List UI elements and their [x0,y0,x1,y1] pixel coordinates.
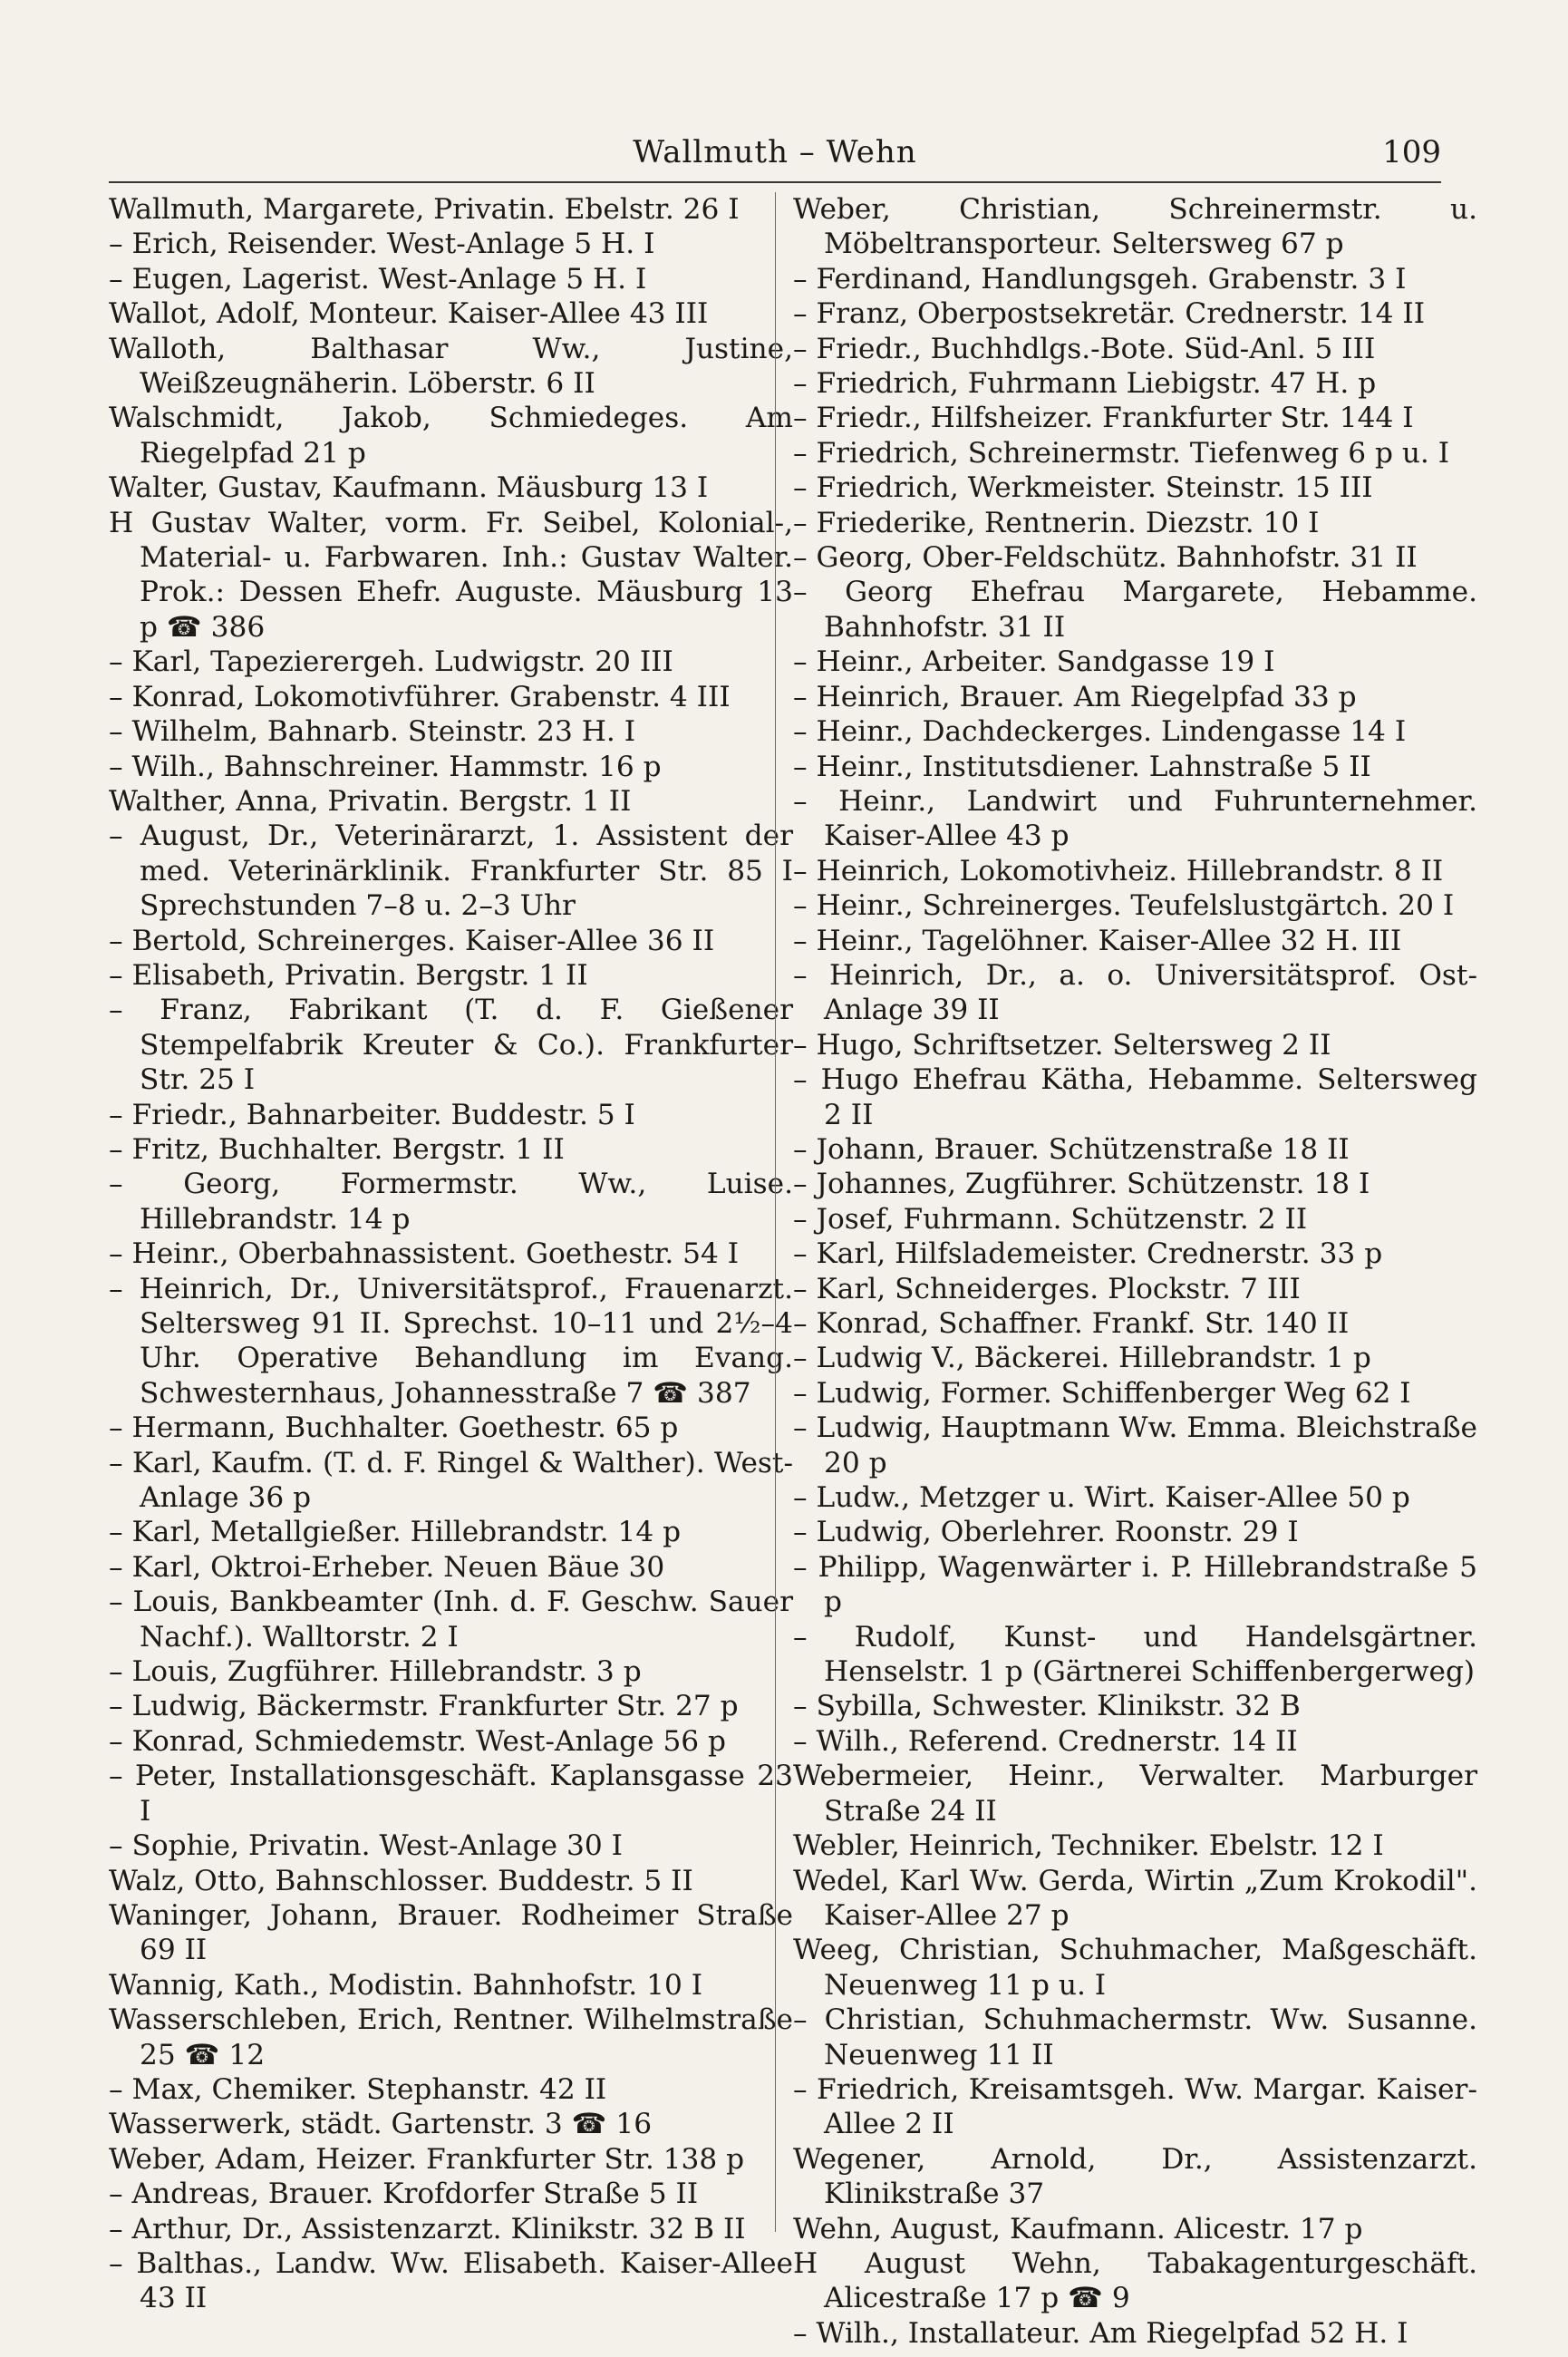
directory-entry: Weber, Adam, Heizer. Frankfurter Str. 138 p [109,2142,745,2176]
running-head: Wallmuth – Wehn [633,134,917,170]
directory-entry: – Rudolf, Kunst- und Handelsgärtner. Henselstr. 1 p (Gärtnerei Schiffenbergerweg) [793,1620,1477,1689]
directory-entry: – Konrad, Schmiedemstr. West-Anlage 56 p [109,1724,727,1758]
directory-entry: – Bertold, Schreinerges. Kaiser-Allee 36 II [109,924,715,957]
directory-entry: – Balthas., Landw. Ww. Elisabeth. Kaiser-Allee 43 II [109,2246,793,2315]
directory-entry: Webermeier, Heinr., Verwalter. Marburger Straße 24 II [793,1760,1477,1828]
directory-entry: – Heinrich, Lokomotivheiz. Hillebrandstr. 8 II [793,854,1444,888]
directory-entry: Weeg, Christian, Schuhmacher, Maßgeschäft. Neuenweg 11 p u. I [793,1934,1477,2002]
directory-entry: – Heinr., Tagelöhner. Kaiser-Allee 32 H. III [793,924,1402,957]
directory-entry: – Sybilla, Schwester. Klinikstr. 32 B [793,1690,1301,1723]
directory-entry: – Elisabeth, Privatin. Bergstr. 1 II [109,958,588,992]
directory-entry: – Heinr., Arbeiter. Sandgasse 19 I [793,645,1275,679]
directory-entry: – Wilh., Referend. Crednerstr. 14 II [793,1724,1298,1758]
directory-entry: Wallmuth, Margarete, Privatin. Ebelstr. 26 I [109,193,740,226]
directory-entry: H Gustav Walter, vorm. Fr. Seibel, Kolonial-, Material- u. Farbwaren. Inh.: Gustav Walter. Prok.: Dessen Ehefr. Auguste. Mäusburg 13 p ☎ 386 [109,506,793,644]
directory-entry: – Ferdinand, Handlungsgeh. Grabenstr. 3 I [793,262,1407,296]
directory-entry: – Heinr., Dachdeckerges. Lindengasse 14 I [793,715,1407,749]
directory-entry: Walz, Otto, Bahnschlosser. Buddestr. 5 II [109,1864,693,1897]
directory-entry: Waninger, Johann, Brauer. Rodheimer Straße 69 II [109,1898,793,1967]
directory-entry: – Ludwig, Oberlehrer. Roonstr. 29 I [793,1516,1299,1549]
directory-entry: – Christian, Schuhmachermstr. Ww. Susanne. Neuenweg 11 II [793,2003,1477,2071]
directory-entry: Wegener, Arnold, Dr., Assistenzarzt. Klinikstraße 37 [793,2142,1477,2211]
directory-entry: – Heinrich, Brauer. Am Riegelpfad 33 p [793,680,1357,713]
directory-entry: Wasserschleben, Erich, Rentner. Wilhelmstraße 25 ☎ 12 [109,2003,793,2071]
left-column [109,192,793,2315]
directory-entry: – Friedr., Buchhdlgs.-Bote. Süd-Anl. 5 III [793,332,1376,365]
header-rule [109,181,1441,183]
directory-entry: Walter, Gustav, Kaufmann. Mäusburg 13 I [109,471,709,505]
directory-entry: – Louis, Zugführer. Hillebrandstr. 3 p [109,1655,642,1689]
directory-entry: – August, Dr., Veterinärarzt, 1. Assistent der med. Veterinärklinik. Frankfurter Str. 85 I Sprechstunden 7–8 u. 2–3 Uhr [109,820,793,923]
directory-entry: – Georg, Formermstr. Ww., Luise. Hillebrandstr. 14 p [109,1168,793,1236]
directory-entry: – Josef, Fuhrmann. Schützenstr. 2 II [793,1202,1308,1236]
directory-entry: – Peter, Installationsgeschäft. Kaplansgasse 23 I [109,1760,793,1828]
directory-entry: Wasserwerk, städt. Gartenstr. 3 ☎ 16 [109,2108,653,2141]
directory-entry: – Heinr., Schreinerges. Teufelslustgärtch. 20 I [793,889,1455,923]
directory-entry: – Karl, Kaufm. (T. d. F. Ringel & Walther). West-Anlage 36 p [109,1446,793,1515]
directory-entry: – Franz, Oberpostsekretär. Crednerstr. 14 II [793,297,1426,331]
directory-entry: Wannig, Kath., Modistin. Bahnhofstr. 10 I [109,1968,703,2002]
page-number: 109 [1382,134,1441,170]
directory-entry: – Karl, Schneiderges. Plockstr. 7 III [793,1272,1301,1305]
directory-entry: – Friedrich, Schreinermstr. Tiefenweg 6 p u. I [793,436,1450,470]
directory-entry: – Ludw., Metzger u. Wirt. Kaiser-Allee 50 p [793,1481,1410,1515]
directory-entry: – Friedr., Bahnarbeiter. Buddestr. 5 I [109,1098,635,1131]
directory-entry: – Karl, Oktroi-Erheber. Neuen Bäue 30 [109,1550,665,1584]
directory-entry: – Friedrich, Kreisamtsgeh. Ww. Margar. Kaiser-Allee 2 II [793,2072,1477,2141]
directory-entry: – Erich, Reisender. West-Anlage 5 H. I [109,228,655,261]
directory-entry: – Wilhelm, Bahnarb. Steinstr. 23 H. I [109,715,636,749]
directory-entry: Webler, Heinrich, Techniker. Ebelstr. 12 I [793,1829,1384,1863]
directory-entry: – Wilh., Installateur. Am Riegelpfad 52 H. I [793,2316,1408,2350]
directory-entry: – Wilh., Bahnschreiner. Hammstr. 16 p [109,750,662,783]
directory-entry: – Konrad, Schaffner. Frankf. Str. 140 II [793,1307,1350,1340]
directory-entry: – Eugen, Lagerist. West-Anlage 5 H. I [109,262,647,296]
directory-entry: – Ludwig, Bäckermstr. Frankfurter Str. 27 p [109,1690,739,1723]
directory-entry: – Heinr., Oberbahnassistent. Goethestr. 54 I [109,1237,740,1271]
directory-entry: – Ludwig, Hauptmann Ww. Emma. Bleichstraße 20 p [793,1411,1477,1479]
directory-entry: – Philipp, Wagenwärter i. P. Hillebrandstraße 5 p [793,1550,1477,1619]
directory-entry: Weber, Christian, Schreinermstr. u. Möbeltransporteur. Seltersweg 67 p [793,193,1477,261]
directory-entry: – Fritz, Buchhalter. Bergstr. 1 II [109,1132,565,1166]
directory-entry: – Louis, Bankbeamter (Inh. d. F. Geschw. Sauer Nachf.). Walltorstr. 2 I [109,1586,793,1654]
directory-entry: – Friedrich, Fuhrmann Liebigstr. 47 H. p [793,367,1377,401]
directory-entry: Wallot, Adolf, Monteur. Kaiser-Allee 43 III [109,297,709,331]
directory-entry: – Heinr., Institutsdiener. Lahnstraße 5 II [793,750,1371,783]
directory-entry: – Ludwig V., Bäckerei. Hillebrandstr. 1 p [793,1342,1371,1375]
directory-entry: – Friedrich, Werkmeister. Steinstr. 15 III [793,471,1373,505]
directory-entry: – Franz, Fabrikant (T. d. F. Gießener Stempelfabrik Kreuter & Co.). Frankfurter Str. 25 I [109,994,793,1097]
directory-entry: – Andreas, Brauer. Krofdorfer Straße 5 II [109,2178,699,2211]
directory-entry: H August Wehn, Tabakagenturgeschäft. Alicestraße 17 p ☎ 9 [793,2246,1477,2315]
directory-entry: – Karl, Metallgießer. Hillebrandstr. 14 p [109,1516,682,1549]
directory-entry: – Georg Ehefrau Margarete, Hebamme. Bahnhofstr. 31 II [793,576,1477,644]
directory-entry: – Ludwig, Former. Schiffenberger Weg 62 I [793,1376,1411,1410]
directory-entry: – Hermann, Buchhalter. Goethestr. 65 p [109,1411,679,1445]
directory-entry: – Karl, Tapezierergeh. Ludwigstr. 20 III [109,645,673,679]
directory-entry: – Heinrich, Dr., Universitätsprof., Frauenarzt. Seltersweg 91 II. Sprechst. 10–11 und 2½–4 Uhr. Operative Behandlung im Evang. Schwesternhaus, Johannesstraße 7 ☎ 387 [109,1272,793,1410]
directory-entry: – Johann, Brauer. Schützenstraße 18 II [793,1132,1350,1166]
column-divider [775,192,776,2232]
directory-entry: – Hugo Ehefrau Kätha, Hebamme. Seltersweg 2 II [793,1063,1477,1131]
directory-entry: Walschmidt, Jakob, Schmiedeges. Am Riegelpfad 21 p [109,402,793,470]
directory-entry: Walloth, Balthasar Ww., Justine, Weißzeugnäherin. Löberstr. 6 II [109,332,793,401]
directory-entry: – Johannes, Zugführer. Schützenstr. 18 I [793,1168,1370,1201]
directory-entry: – Max, Chemiker. Stephanstr. 42 II [109,2072,607,2106]
directory-entry: – Friederike, Rentnerin. Diezstr. 10 I [793,506,1320,539]
directory-entry: – Karl, Hilfslademeister. Crednerstr. 33 p [793,1237,1383,1271]
directory-entry: – Arthur, Dr., Assistenzarzt. Klinikstr. 32 B II [109,2212,746,2245]
directory-entry: – Friedr., Hilfsheizer. Frankfurter Str. 144 I [793,402,1414,435]
directory-entry: Walther, Anna, Privatin. Bergstr. 1 II [109,784,632,818]
directory-entry: Wedel, Karl Ww. Gerda, Wirtin „Zum Krokodil". Kaiser-Allee 27 p [793,1864,1477,1932]
directory-entry: – Heinrich, Dr., a. o. Universitätsprof. Ost-Anlage 39 II [793,958,1477,1027]
directory-entry: – Sophie, Privatin. West-Anlage 30 I [109,1829,623,1863]
right-column [793,192,1477,2350]
directory-entry: – Konrad, Lokomotivführer. Grabenstr. 4 III [109,680,731,713]
directory-entry: – Heinr., Landwirt und Fuhrunternehmer. Kaiser-Allee 43 p [793,784,1477,853]
directory-entry: – Hugo, Schriftsetzer. Seltersweg 2 II [793,1028,1331,1062]
page-header [109,127,1441,181]
directory-entry: Wehn, August, Kaufmann. Alicestr. 17 p [793,2212,1363,2245]
directory-entry: – Georg, Ober-Feldschütz. Bahnhofstr. 31 II [793,541,1418,575]
